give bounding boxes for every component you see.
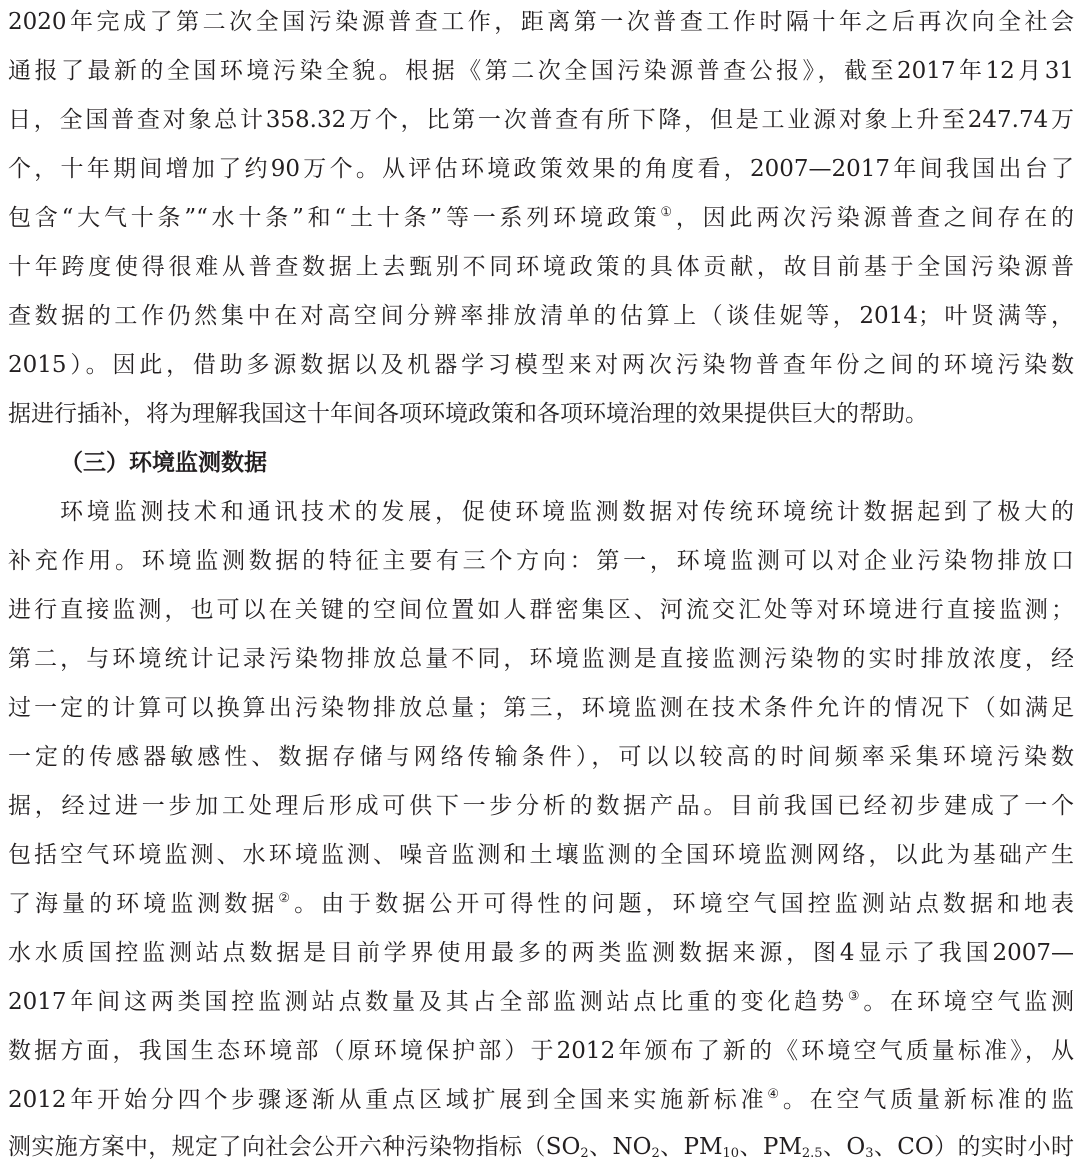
text-line: 水水质国控监测站点数据是目前学界使用最多的两类监测数据来源，图4显示了我国2007— (8, 940, 1074, 966)
text-line: 包括空气环境监测、水环境监测、噪音监测和土壤监测的全国环境监测网络，以此为基础产生 (8, 842, 1074, 868)
text-segment: 2012年开始分四个步骤逐渐从重点区域扩展到全国来实施新标准 (8, 1087, 768, 1113)
footnote-marker: ① (660, 205, 676, 220)
text-line: 进行直接监测，也可以在关键的空间位置如人群密集区、河流交汇处等对环境进行直接监测； (8, 597, 1074, 623)
text-line (8, 196, 1074, 240)
text-segment: 、NO (588, 1134, 652, 1160)
subscript: 2.5 (801, 1146, 823, 1161)
text-segment: 。在环境空气监测 (863, 989, 1075, 1015)
text-line (8, 980, 1074, 1024)
text-line: 补充作用。环境监测数据的特征主要有三个方向：第一，环境监测可以对企业污染物排放口 (8, 548, 1074, 574)
subscript: 2 (580, 1146, 589, 1161)
subscript: 3 (865, 1146, 874, 1161)
text-line: 一定的传感器敏感性、数据存储与网络传输条件），可以以较高的时间频率采集环境污染数 (8, 744, 1074, 770)
text-segment: 测实施方案中，规定了向社会公开六种污染物指标（SO (8, 1134, 581, 1160)
text-segment: 。在空气质量新标准的监 (782, 1087, 1074, 1113)
footnote-marker: ③ (847, 989, 864, 1004)
text-line: 个，十年期间增加了约90万个。从评估环境政策效果的角度看，2007—2017年间我国出台了 (8, 156, 1074, 182)
subscript: 10 (722, 1146, 740, 1161)
text-segment: 2017年间这两类国控监测站点数量及其占全部监测站点比重的变化趋势 (8, 989, 848, 1015)
text-segment: 了海量的环境监测数据 (8, 891, 279, 917)
text-line: 通报了最新的全国环境污染全貌。根据《第二次全国污染源普查公报》，截至2017年12月31 (8, 58, 1074, 84)
footnote-marker: ② (278, 891, 295, 906)
text-line: 日，全国普查对象总计358.32万个，比第一次普查有所下降，但是工业源对象上升至247.74万 (8, 107, 1074, 133)
text-line: 第二，与环境统计记录污染物排放总量不同，环境监测是直接监测污染物的实时排放浓度，经 (8, 646, 1074, 672)
text-line (8, 1078, 1074, 1122)
text-segment: 包含“大气十条”“水十条”和“土十条”等一系列环境政策 (8, 205, 661, 231)
footnote-marker: ④ (767, 1087, 783, 1102)
text-segment: 、CO）的实时小时 (873, 1134, 1074, 1160)
text-line: 2020年完成了第二次全国污染源普查工作，距离第一次普查工作时隔十年之后再次向全社会 (8, 9, 1074, 35)
text-line: 据进行插补，将为理解我国这十年间各项环境政策和各项环境治理的效果提供巨大的帮助。 (8, 401, 928, 427)
text-line: 数据方面，我国生态环境部（原环境保护部）于2012年颁布了新的《环境空气质量标准》，从 (8, 1038, 1074, 1064)
text-line: 过一定的计算可以换算出污染物排放总量；第三，环境监测在技术条件允许的情况下（如满足 (8, 695, 1074, 721)
subscript: 2 (651, 1146, 660, 1161)
text-segment: 、O (822, 1134, 866, 1160)
section-heading: （三）环境监测数据 (60, 450, 267, 476)
text-line: 2015）。因此，借助多源数据以及机器学习模型来对两次污染物普查年份之间的环境污染数 (8, 352, 1074, 378)
text-segment: 、PM (739, 1134, 802, 1160)
text-line: 查数据的工作仍然集中在对高空间分辨率排放清单的估算上（谈佳妮等，2014；叶贤满等， (8, 303, 1074, 329)
text-segment: 、PM (659, 1134, 723, 1160)
text-line: 据，经过进一步加工处理后形成可供下一步分析的数据产品。目前我国已经初步建成了一个 (8, 793, 1074, 819)
text-line (8, 1125, 1074, 1169)
text-line (8, 882, 1074, 926)
text-segment: ，因此两次污染源普查之间存在的 (675, 205, 1075, 231)
text-line: 十年跨度使得很难从普查数据上去甄别不同环境政策的具体贡献，故目前基于全国污染源普 (8, 254, 1074, 280)
text-segment: 。由于数据公开可得性的问题，环境空气国控监测站点数据和地表 (294, 891, 1075, 917)
text-line: 环境监测技术和通讯技术的发展，促使环境监测数据对传统环境统计数据起到了极大的 (60, 499, 1074, 525)
